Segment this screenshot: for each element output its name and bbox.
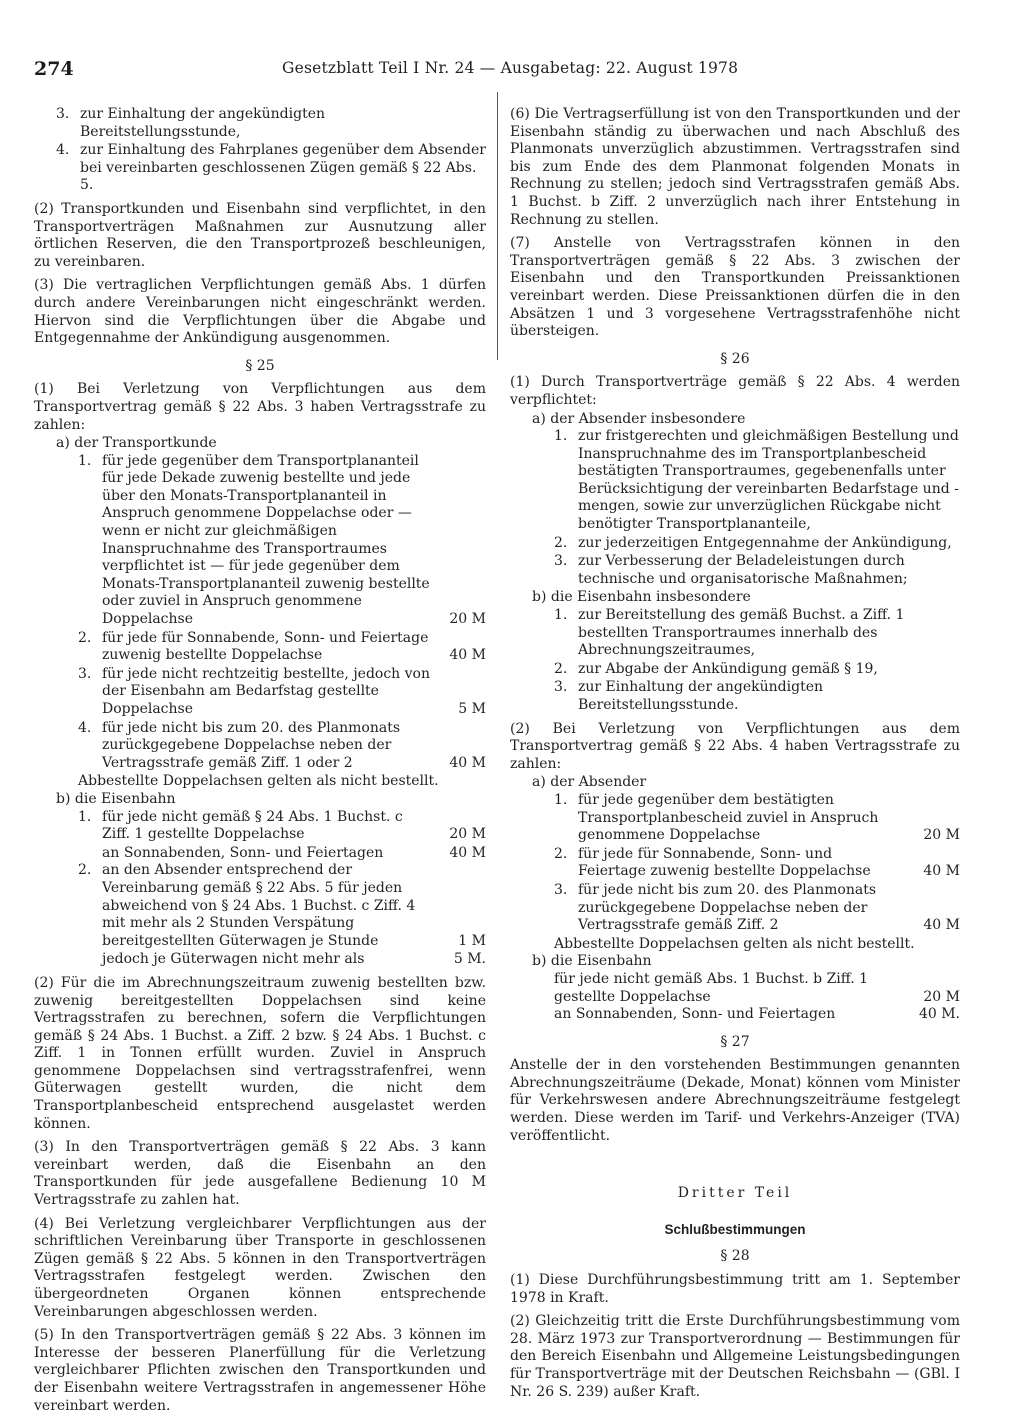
paragraph: (1) Diese Durchführungsbestimmung tritt am 1. September 1978 in Kraft. bbox=[510, 1272, 960, 1306]
penalty-item: 2. für jede für Sonnabende, Sonn- und Feiertage zuwenig bestellte Doppelachse 40 M bbox=[554, 845, 960, 880]
penalty-item: 2. für jede für Sonnabende, Sonn- und Feiertage zuwenig bestellte Doppelachse 40 M bbox=[78, 629, 486, 664]
paragraph: (5) In den Transportverträgen gemäß § 22 Abs. 3 können im Interesse der besseren Planerfüllung für die Verletzung vergleichbarer Pflichten zwischen den Transportkunden und der Eisenbahn weitere Vertragsstrafen in angemessener Höhe vereinbart werden. bbox=[34, 1327, 486, 1414]
paragraph: (2) Transportkunden und Eisenbahn sind verpflichtet, in den Transportverträgen Maßnahmen zur Ausnutzung aller örtlichen Reserven, die den Transportprozeß beschleunigen, zu vereinbaren. bbox=[34, 200, 486, 270]
penalty-item: 1. für jede gegenüber dem Transportplananteil für jede Dekade zuwenig bestellte und jede über den Monats-Transportplananteil in Anspruch genommene Doppelachse oder — wenn er nicht zur gleichmäßigen Inanspruchnahme des Transportraumes verpflichtet ist — für jede gegenüber dem Monats-Transportplananteil zuwenig bestellte oder zuviel in Anspruch genommene Doppelachse 20 M bbox=[78, 452, 486, 628]
section-heading: § 26 bbox=[720, 350, 750, 367]
penalty-item: 2. an den Absender entsprechend der Vereinbarung gemäß § 22 Abs. 5 für jeden abweichend von § 24 Abs. 1 Buchst. c Ziff. 4 mit mehr als 2 Stunden Verspätung bereitgestellten Güterwagen je Stunde 1 M bbox=[78, 862, 486, 949]
amount: 20 M bbox=[449, 826, 486, 843]
amount: 40 M. bbox=[918, 1006, 960, 1023]
part-subheading: Schlußbestimmungen bbox=[664, 1221, 806, 1237]
sub-label: b) die Eisenbahn bbox=[56, 790, 176, 807]
paragraph: (2) Gleichzeitig tritt die Erste Durchführungsbestimmung vom 28. März 1973 zur Transportverordnung — Bestimmungen für den Bereich Eisenbahn und Allgemeine Leistungsbedingungen für Transportverträge mit der Deutschen Reichsbahn — (GBl. I Nr. 26 S. 239) außer Kraft. bbox=[510, 1313, 960, 1400]
section-heading: § 28 bbox=[720, 1248, 750, 1265]
paragraph: (2) Bei Verletzung von Verpflichtungen aus dem Transportvertrag gemäß § 22 Abs. 4 haben Vertragsstrafe zu zahlen: bbox=[510, 720, 960, 772]
part-heading: Dritter Teil bbox=[677, 1185, 793, 1202]
section-heading: § 27 bbox=[720, 1033, 750, 1050]
section-heading: § 25 bbox=[245, 357, 275, 374]
column-divider bbox=[497, 92, 498, 360]
penalty-subitem: jedoch je Güterwagen nicht mehr als 5 M. bbox=[102, 951, 486, 968]
note: Abbestellte Doppelachsen gelten als nicht bestellt. bbox=[554, 935, 915, 952]
paragraph: (7) Anstelle von Vertragsstrafen können in den Transportverträgen gemäß § 22 Abs. 3 zwischen der Eisenbahn und den Transportkunden Preissanktionen vereinbart werden. Diese Preissanktionen dürfen die in den Absätzen 1 und 3 vorgesehene Vertragsstrafenhöhe nicht übersteigen. bbox=[510, 235, 960, 340]
paragraph: (6) Die Vertragserfüllung ist von den Transportkunden und der Eisenbahn ständig zu überwachen und nach Abschluß des Planmonats unverzüglich abzustimmen. Vertragsstrafen sind bis zum Ende des dem Planmonat folgenden Monats in Rechnung zu stellen; jedoch sind Vertragsstrafen gemäß Abs. 1 Buchst. b Ziff. 2 unverzüglich nach ihrer Entstehung in Rechnung zu stellen. bbox=[510, 106, 960, 228]
paragraph: (1) Durch Transportverträge gemäß § 22 Abs. 4 werden verpflichtet: bbox=[510, 374, 960, 408]
paragraph: Anstelle der in den vorstehenden Bestimmungen genannten Abrechnungszeiträume (Dekade, Monat) können vom Minister für Verkehrswesen andere Abrechnungszeiträume festgelegt werden. Diese werden im Tarif- und Verkehrs-Anzeiger (TVA) veröffentlicht. bbox=[510, 1057, 960, 1144]
amount: 1 M bbox=[458, 932, 486, 949]
amount: 20 M bbox=[923, 988, 960, 1005]
penalty-item: 3. für jede nicht bis zum 20. des Planmonats zurückgegebene Doppelachse neben der Vertragsstrafe gemäß Ziff. 2 40 M bbox=[554, 881, 960, 934]
amount: 40 M bbox=[449, 754, 486, 771]
penalty-item: 4. für jede nicht bis zum 20. des Planmonats zurückgegebene Doppelachse neben der Vertragsstrafe gemäß Ziff. 1 oder 2 40 M bbox=[78, 719, 486, 771]
sub-label: b) die Eisenbahn bbox=[532, 953, 652, 970]
paragraph: (1) Bei Verletzung von Verpflichtungen aus dem Transportvertrag gemäß § 22 Abs. 3 haben Vertragsstrafe zu zahlen: bbox=[34, 381, 486, 433]
penalty-item: 1. für jede nicht gemäß § 24 Abs. 1 Buchst. c Ziff. 1 gestellte Doppelachse 20 M bbox=[78, 808, 486, 843]
paragraph: (4) Bei Verletzung vergleichbarer Verpflichtungen aus der schriftlichen Vereinbarung über Transporte in geschlossenen Zügen gemäß § 22 Abs. 5 können in den Transportverträgen Vertragsstrafen festgelegt werden. Zwischen den übergeordneten Organen können entsprechende Vereinbarungen abgeschlossen werden. bbox=[34, 1215, 486, 1320]
list-item: 3. zur Einhaltung der angekündigten Bereitstellungsstunde. bbox=[554, 679, 824, 713]
amount: 5 M bbox=[458, 701, 486, 717]
penalty-item: für jede nicht gemäß Abs. 1 Buchst. b Ziff. 1 gestellte Doppelachse 20 M bbox=[554, 970, 960, 1005]
amount: 20 M bbox=[923, 827, 960, 844]
right-column bbox=[510, 106, 960, 1407]
sub-label: a) der Transportkunde bbox=[56, 435, 217, 452]
amount: 40 M bbox=[923, 863, 960, 880]
amount: 20 M bbox=[449, 611, 486, 628]
left-column bbox=[34, 106, 486, 1421]
paragraph: (3) In den Transportverträgen gemäß § 22 Abs. 3 kann vereinbart werden, daß die Eisenbahn an den Transportkunden für jede ausgefallene Bedienung 10 M Vertragsstrafe zu zahlen hat. bbox=[34, 1139, 486, 1209]
header-title: Gesetzblatt Teil I Nr. 24 — Ausgabetag: 22. August 1978 bbox=[282, 59, 739, 77]
sub-label: b) die Eisenbahn insbesondere bbox=[532, 589, 751, 606]
list-item: 3. zur Einhaltung der angekündigten Bereitstellungsstunde, bbox=[56, 106, 326, 140]
amount: 40 M bbox=[449, 844, 486, 861]
penalty-subitem: an Sonnabenden, Sonn- und Feiertagen 40 M. bbox=[554, 1006, 960, 1023]
list-item: 1. zur fristgerechten und gleichmäßigen Bestellung und Inanspruchnahme des im Transportplanbescheid bestätigten Transportraumes, gegebenenfalls unter Berücksichtigung der vereinbarten Bedarfstage und -mengen, sowie zur unverzüglichen Rückgabe nicht benötigter Transportplananteile, bbox=[554, 428, 959, 533]
penalty-item: 3. für jede nicht rechtzeitig bestellte, jedoch von der Eisenbahn am Bedarfstag gestellte Doppelachse 5 M bbox=[78, 665, 486, 717]
penalty-item: 1. für jede gegenüber dem bestätigten Transportplanbescheid zuviel in Anspruch genommene Doppelachse 20 M bbox=[554, 791, 960, 844]
amount: 40 M bbox=[449, 647, 486, 664]
sub-label: a) der Absender bbox=[532, 774, 647, 791]
page-header bbox=[34, 58, 739, 84]
penalty-subitem: an Sonnabenden, Sonn- und Feiertagen 40 M bbox=[102, 844, 486, 861]
sub-label: a) der Absender insbesondere bbox=[532, 410, 746, 427]
paragraph: (2) Für die im Abrechnungszeitraum zuwenig bestellten bzw. zuwenig bereitgestellten Doppelachsen sind keine Vertragsstrafen zu berechnen, sofern die Verpflichtungen gemäß § 24 Abs. 1 Buchst. a Ziff. 2 bzw. § 24 Abs. 1 Buchst. c Ziff. 1 in Tonnen erfüllt wurden. Zuviel in Anspruch genommene Doppelachsen sind vertragsstrafenfrei, wenn Güterwagen gestellt wurden, die nicht dem Transportplanbescheid entsprechend ausgelastet werden können. bbox=[34, 974, 486, 1132]
amount: 40 M bbox=[923, 917, 960, 934]
list-item: 1. zur Bereitstellung des gemäß Buchst. a Ziff. 1 bestellten Transportraumes innerhalb des Abrechnungszeitraumes, bbox=[554, 607, 905, 659]
list-item: 2. zur jederzeitigen Entgegennahme der Ankündigung, bbox=[554, 534, 952, 551]
list-item: 4. zur Einhaltung des Fahrplanes gegenüber dem Absender bei vereinbarten geschlossenen Zügen gemäß § 22 Abs. 5. bbox=[56, 142, 486, 194]
list-item: 2. zur Abgabe der Ankündigung gemäß § 19, bbox=[554, 660, 878, 677]
amount: 5 M. bbox=[453, 951, 486, 968]
paragraph: (3) Die vertraglichen Verpflichtungen gemäß Abs. 1 dürfen durch andere Vereinbarungen nicht eingeschränkt werden. Hiervon sind die Verpflichtungen über die Abgabe und Entgegennahme der Ankündigung ausgenommen. bbox=[34, 277, 486, 347]
list-item: 3. zur Verbesserung der Beladeleistungen durch technische und organisatorische Maßnahmen; bbox=[554, 553, 908, 587]
note: Abbestellte Doppelachsen gelten als nicht bestellt. bbox=[78, 773, 439, 790]
page-number: 274 bbox=[34, 58, 74, 80]
